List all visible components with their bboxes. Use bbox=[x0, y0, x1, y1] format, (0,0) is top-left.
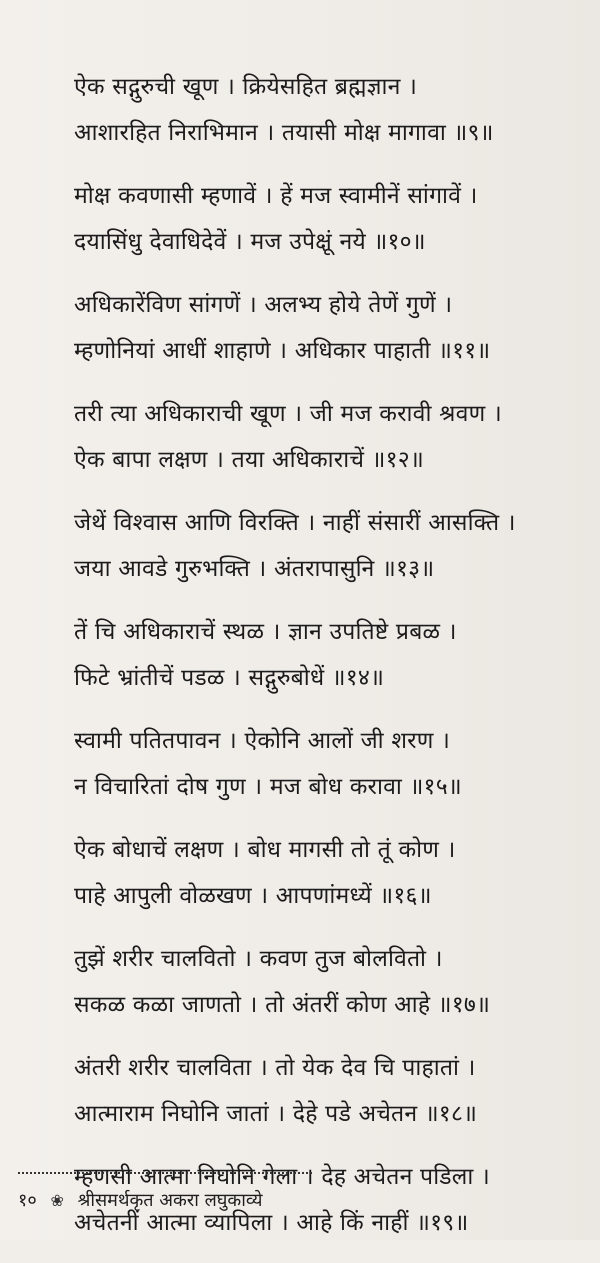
verse-line: आशारहित निराभिमान । तयासी मोक्ष मागावा ॥९॥ bbox=[74, 120, 494, 146]
verse-line: जेथें विश्वास आणि विरक्ति । नाहीं संसारीं आसक्ति । bbox=[74, 510, 516, 536]
verse-line: पाहे आपुली वोळखण । आपणांमध्यें ॥१६॥ bbox=[74, 883, 432, 909]
verse-stanza bbox=[74, 936, 594, 1045]
verse-stanza bbox=[74, 282, 594, 391]
verse-line: न विचारितां दोष गुण । मज बोध करावा ॥१५॥ bbox=[74, 774, 462, 800]
verse-line: सकळ कळा जाणतो । तो अंतरीं कोण आहे ॥१७॥ bbox=[74, 992, 491, 1018]
verse-line: तुझें शरीर चालवितो । कवण तुज बोलवितो । bbox=[74, 946, 443, 972]
verse-stanza bbox=[74, 500, 594, 609]
verse-line: मोक्ष कवणासी म्हणावें । हें मज स्वामीनें सांगावें । bbox=[74, 183, 478, 209]
verse-line: तरी त्या अधिकाराची खूण । जी मज करावी श्रवण । bbox=[74, 401, 502, 427]
verse-line: अधिकारेंविण सांगणें । अलभ्य होये तेणें गुणें । bbox=[74, 292, 453, 318]
verse-line: आत्माराम निघोनि जातां । देहे पडे अचेतन ॥१८॥ bbox=[74, 1101, 478, 1127]
verse-block bbox=[74, 64, 594, 1263]
verse-stanza bbox=[74, 718, 594, 827]
verse-line: म्हणसी आत्मा निघोनि गेला । देह अचेतन पडिला । bbox=[74, 1164, 490, 1190]
footer-divider bbox=[18, 1172, 312, 1174]
page-number: १० bbox=[18, 1190, 37, 1211]
verse-stanza bbox=[74, 1045, 594, 1154]
verse-line: फिटे भ्रांतीचें पडळ । सद्गुरुबोधें ॥१४॥ bbox=[74, 665, 385, 691]
verse-line: म्हणोनियां आधीं शाहाणे । अधिकार पाहाती ॥११॥ bbox=[74, 338, 491, 364]
verse-line: तें चि अधिकाराचें स्थळ । ज्ञान उपतिष्टे प्रबळ । bbox=[74, 619, 457, 645]
verse-line: अचेतनीं आत्मा व्यापिला । आहे किं नाहीं ॥१९॥ bbox=[74, 1210, 469, 1236]
verse-stanza bbox=[74, 827, 594, 936]
verse-line: ऐक सद्गुरुची खूण । क्रियेसहित ब्रह्मज्ञान । bbox=[74, 74, 418, 100]
verse-line: दयासिंधु देवाधिदेवें । मज उपेक्षूं नये ॥१०॥ bbox=[74, 229, 426, 255]
verse-stanza bbox=[74, 609, 594, 718]
page-footer bbox=[18, 1188, 263, 1214]
flower-ornament-icon: ❀ bbox=[50, 1191, 64, 1210]
verse-stanza bbox=[74, 391, 594, 500]
verse-line: ऐक बोधाचें लक्षण । बोध मागसी तो तूं कोण । bbox=[74, 837, 456, 863]
verse-line: स्वामी पतितपावन । ऐकोनि आलों जी शरण । bbox=[74, 728, 451, 754]
book-title: श्रीसमर्थकृत अकरा लघुकाव्ये bbox=[77, 1190, 263, 1211]
verse-line: ऐक बापा लक्षण । तया अधिकाराचें ॥१२॥ bbox=[74, 447, 424, 473]
verse-line: अंतरी शरीर चालविता । तो येक देव चि पाहातां । bbox=[74, 1055, 476, 1081]
verse-line: जया आवडे गुरुभक्ति । अंतरापासुनि ॥१३॥ bbox=[74, 556, 435, 582]
verse-stanza bbox=[74, 64, 594, 173]
verse-stanza bbox=[74, 173, 594, 282]
